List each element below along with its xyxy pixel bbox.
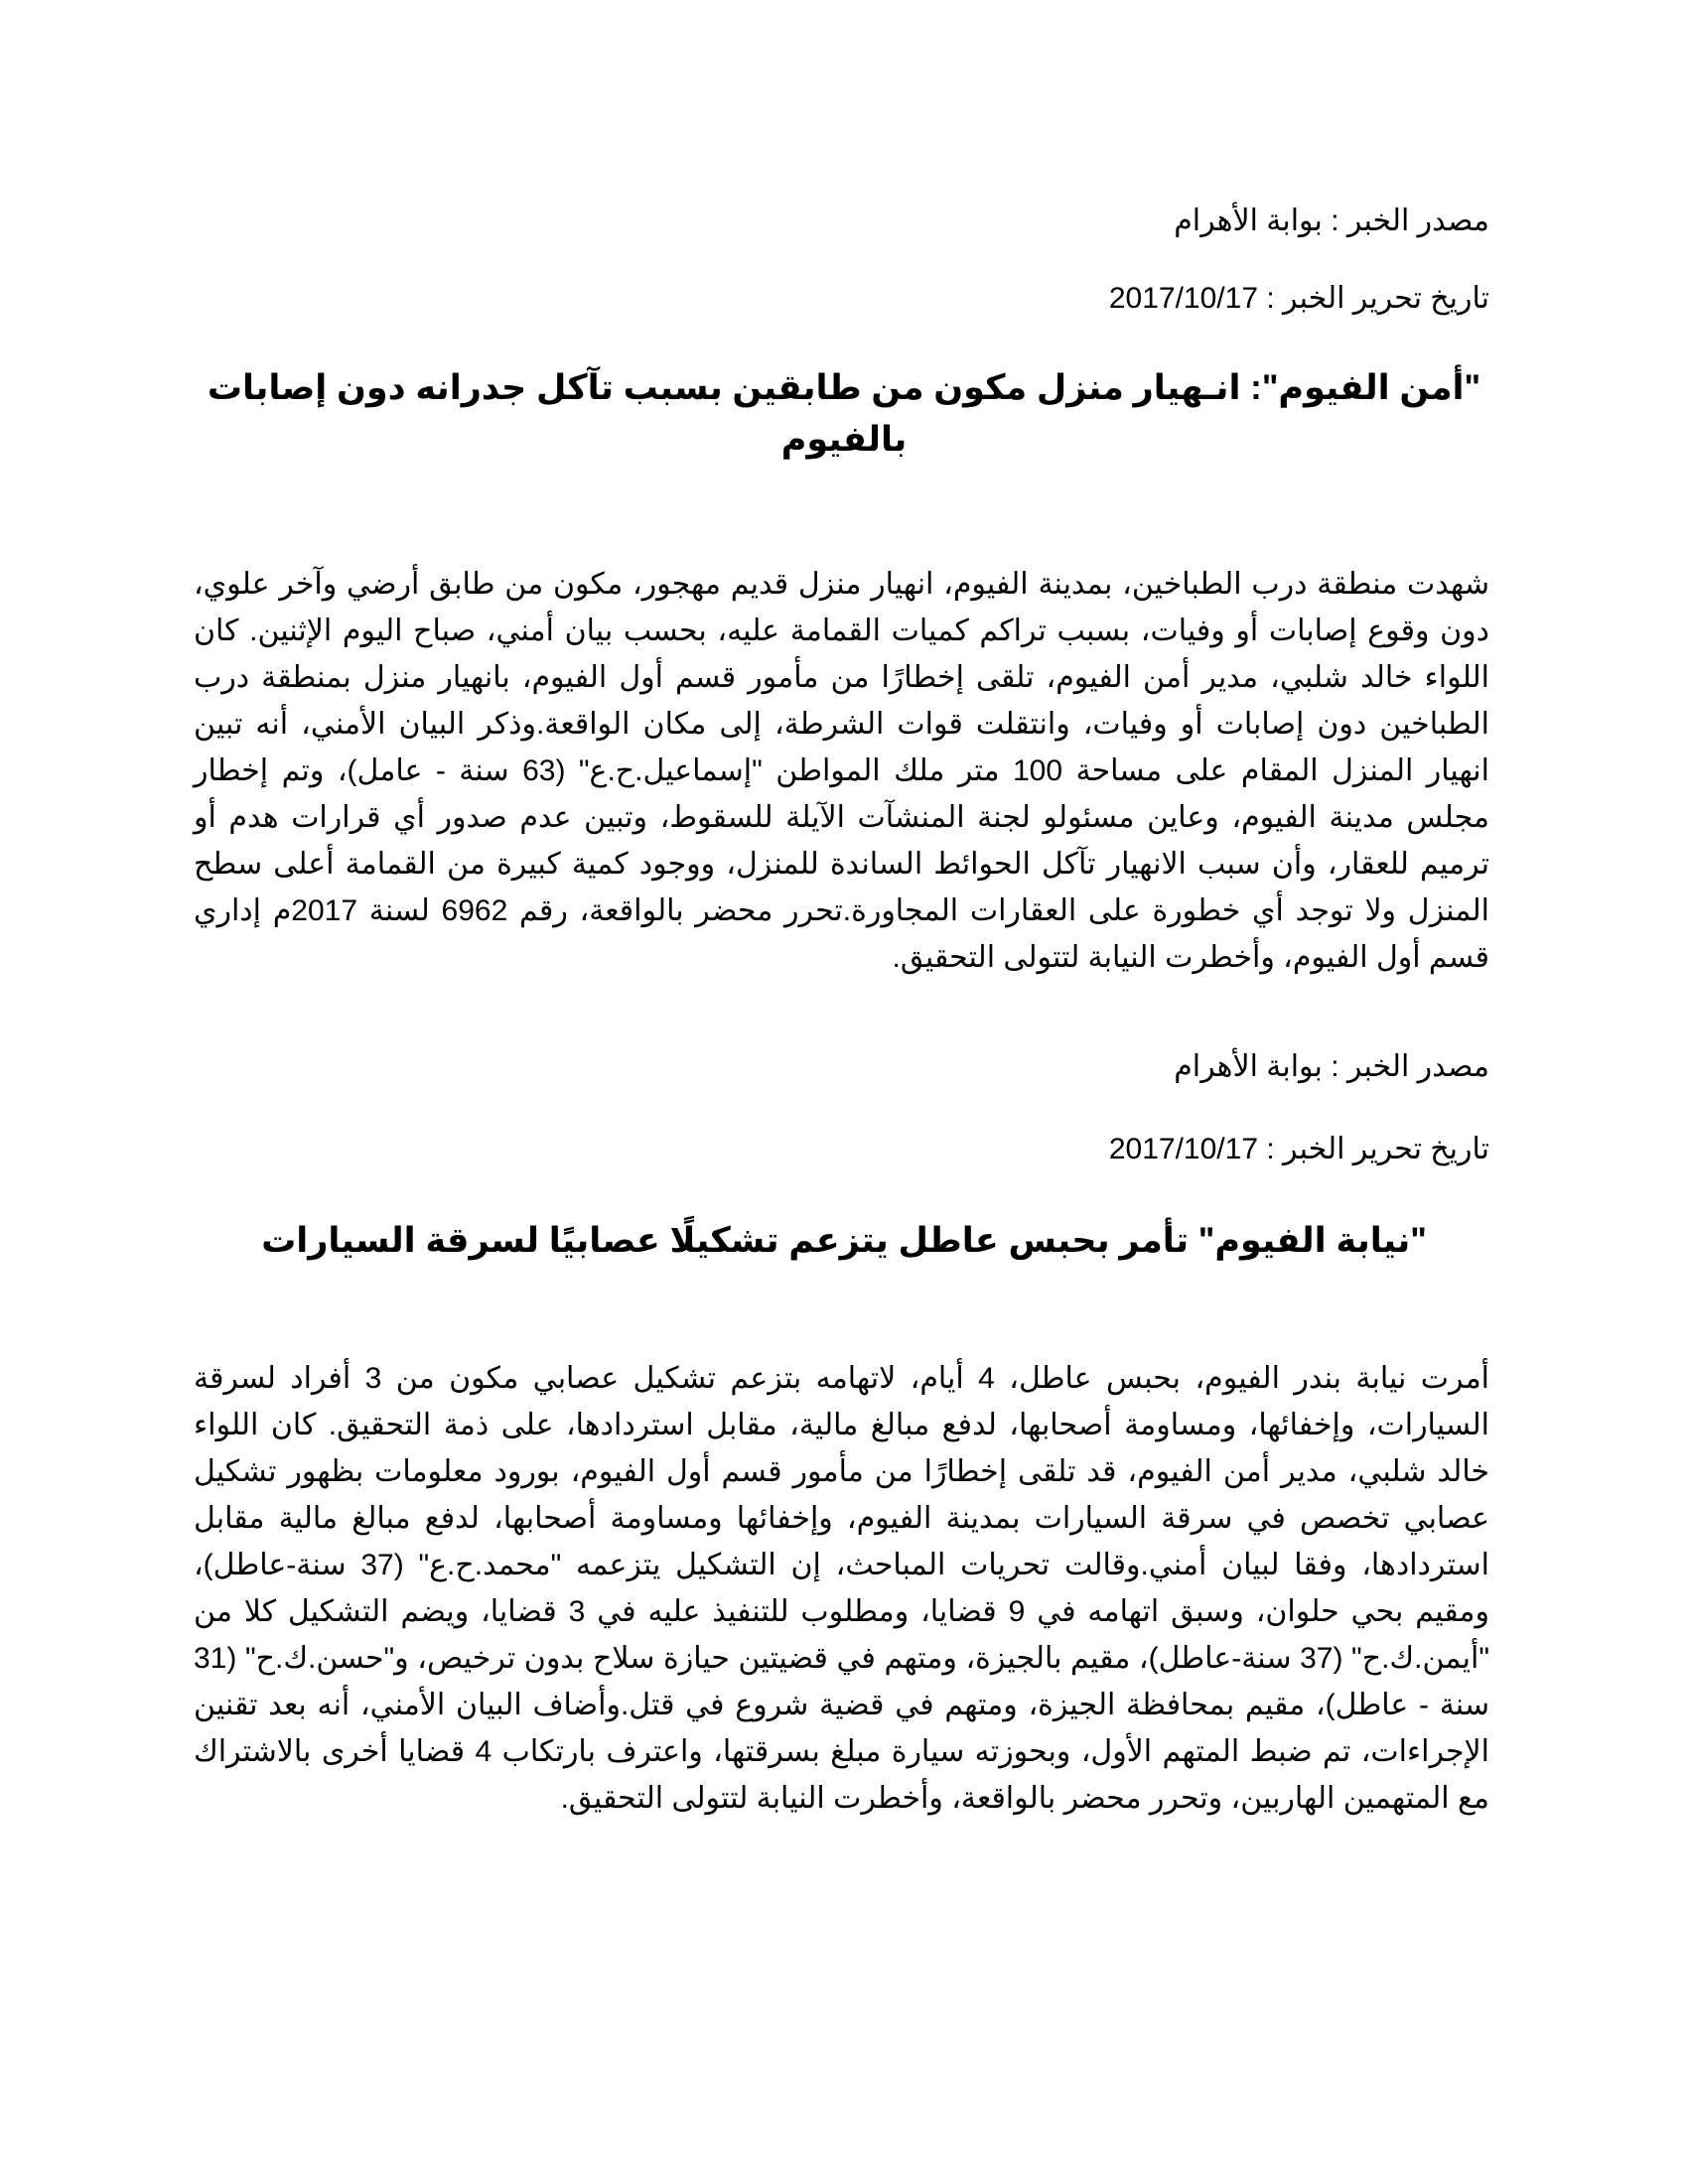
news-source-line: مصدر الخبر : بوابة الأهرام bbox=[1174, 205, 1489, 237]
news-source-line: مصدر الخبر : بوابة الأهرام bbox=[1174, 1050, 1489, 1083]
article-title: "أمن الفيوم": انـهيار منزل مكون من طابقين بسبب تآكل جدرانه دون إصابات بالفيوم bbox=[207, 368, 1481, 459]
news-date-line: تاريخ تحرير الخبر : 2017/10/17 bbox=[1108, 1133, 1489, 1165]
article-body: شهدت منطقة درب الطباخين، بمدينة الفيوم، انهيار منزل قديم مهجور، مكون من طابق أرضي وآخر علوي، دون وقوع إصابات أو وفيات، بسبب تراكم كميات القمامة عليه، بحسب بيان أمني، صباح اليوم الإثنين. كان اللواء خالد شلبي، مدير أمن الفيوم، تلقى إخطارًا من مأمور قسم أول الفيوم، بانهيار منزل بمنطقة درب الطباخين دون إصابات أو وفيات، وانتقلت قوات الشرطة، إلى مكان الواقعة.وذكر البيان الأمني، أنه تبين انهيار المنزل المقام على مساحة 100 متر ملك المواطن "إسماعيل.ح.ع" (63 سنة - عامل)، وتم إخطار مجلس مدينة الفيوم، وعاين مسئولو لجنة المنشآت الآيلة للسقوط، وتبين عدم صدور أي قرارات هدم أو ترميم للعقار، وأن سبب الانهيار تآكل الحوائط الساندة للمنزل، ووجود كمية كبيرة من القمامة أعلى سطح المنزل ولا توجد أي خطورة على العقارات المجاورة.تحرر محضر بالواقعة، رقم 6962 لسنة 2017م إداري قسم أول الفيوم، وأخطرت النيابة لتتولى التحقيق. bbox=[194, 568, 1489, 974]
article-body: أمرت نيابة بندر الفيوم، بحبس عاطل، 4 أيام، لاتهامه بتزعم تشكيل عصابي مكون من 3 أفراد لسرقة السيارات، وإخفائها، ومساومة أصحابها، لدفع مبالغ مالية، مقابل استردادها، على ذمة التحقيق. كان اللواء خالد شلبي، مدير أمن الفيوم، قد تلقى إخطارًا من مأمور قسم أول الفيوم، بورود معلومات بظهور تشكيل عصابي تخصص في سرقة السيارات بمدينة الفيوم، وإخفائها ومساومة أصحابها، لدفع مبالغ مالية مقابل استردادها، وفقا لبيان أمني.وقالت تحريات المباحث، إن التشكيل يتزعمه "محمد.ح.ع" (37 سنة-عاطل)، ومقيم بحي حلوان، وسبق اتهامه في 9 قضايا، ومطلوب للتنفيذ عليه في 3 قضايا، ويضم التشكيل كلا من "أيمن.ك.ح" (37 سنة-عاطل)، مقيم بالجيزة، ومتهم في قضيتين حيازة سلاح بدون ترخيص، و"حسن.ك.ح" (31 سنة - عاطل)، مقيم بمحافظة الجيزة، ومتهم في قضية شروع في قتل.وأضاف البيان الأمني، أنه بعد تقنين الإجراءات، تم ضبط المتهم الأول، وبحوزته سيارة مبلغ بسرقتها، واعترف بارتكاب 4 قضايا أخرى بالاشتراك مع المتهمين الهاربين، وتحرر محضر بالواقعة، وأخطرت النيابة لتتولى التحقيق. bbox=[194, 1362, 1489, 1815]
news-date-line: تاريخ تحرير الخبر : 2017/10/17 bbox=[1108, 282, 1489, 315]
article-title: "نيابة الفيوم" تأمر بحبس عاطل يتزعم تشكيلًا عصابيًا لسرقة السيارات bbox=[261, 1221, 1427, 1260]
